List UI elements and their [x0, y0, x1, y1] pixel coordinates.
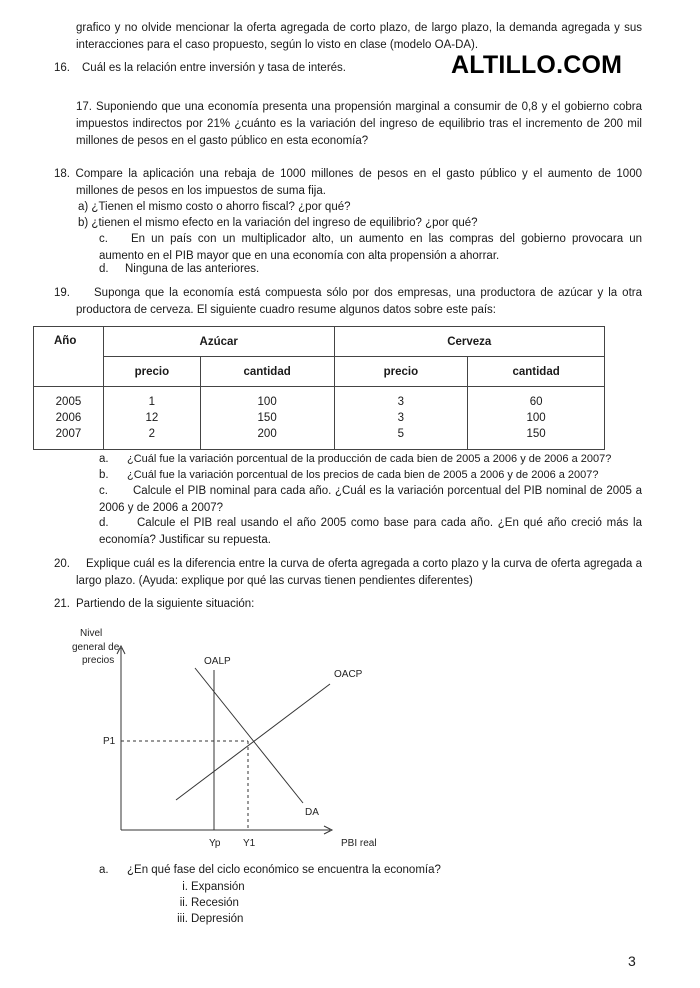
table-cell: 2007: [55, 428, 82, 440]
table-subheader: precio: [334, 357, 468, 387]
question-21-number: 21.: [54, 598, 70, 610]
table-cell-azucar-precio: [103, 387, 200, 450]
question-21-a-text: ¿En qué fase del ciclo económico se encuentra la economía?: [127, 864, 441, 876]
question-20-number: 20.: [54, 558, 70, 570]
table-subheader: precio: [103, 357, 200, 387]
graph-y-axis-arrow: [117, 646, 125, 654]
graph-oalp-label: OALP: [204, 656, 231, 667]
question-20: [54, 556, 642, 590]
question-19-b-label: b.: [99, 469, 109, 481]
question-19-d-text: Calcule el PIB real usando el año 2005 como base para cada año. ¿En qué año creció más la economía? Justificar su repuesta.: [99, 517, 642, 546]
table-header-cerveza: Cerveza: [334, 327, 605, 357]
oacp-curve: [176, 684, 330, 800]
data-table: [33, 326, 605, 450]
table-cell: 5: [397, 428, 405, 440]
table-cell: 3: [397, 396, 405, 408]
table-cell: 1: [148, 396, 156, 408]
question-18-d-text: Ninguna de las anteriores.: [125, 263, 260, 275]
table-cell-cerveza-precio: [334, 387, 468, 450]
table-cell: 100: [526, 412, 546, 424]
question-19-b-text: ¿Cuál fue la variación porcentual de los precios de cada bien de 2005 a 2006 y de 2006 a 2007?: [127, 469, 599, 481]
table-header-year: Año: [34, 327, 104, 387]
question-18-c-label: c.: [99, 233, 108, 245]
option-list: [160, 879, 360, 929]
table-cell: 3: [397, 412, 405, 424]
graph-y-label-3: precios: [82, 655, 115, 666]
question-19-a-label: a.: [99, 453, 109, 465]
question-18: 18. Compare la aplicación una rebaja de 1000 millones de pesos en el gasto público y el aumento de 1000 millones de pesos en los impuestos de suma fija.: [54, 168, 642, 197]
question-19-text: Suponga que la economía está compuesta sólo por dos empresas, una productora de azúcar y la otra productora de cerveza. El siguiente cuadro resume algunos datos sobre este país:: [76, 287, 642, 316]
question-21-a-label: a.: [99, 864, 109, 876]
question-18-d-label: d.: [99, 263, 109, 275]
option-number: ii.: [179, 897, 188, 909]
question-16-number: 16.: [54, 62, 70, 74]
table-cell-azucar-cantidad: [200, 387, 334, 450]
question-18-c: [99, 231, 642, 265]
table-cell: 2005: [55, 396, 82, 408]
question-18-b: b) ¿tienen el mismo efecto en la variación del ingreso de equilibrio? ¿por qué?: [78, 217, 478, 229]
question-18-c-text: En un país con un multiplicador alto, un aumento en las compras del gobierno provocara un aumento en el PIB mayor que en una economía con alta propensión a ahorrar.: [99, 233, 642, 262]
option-text: Depresión: [191, 913, 244, 925]
option-text: Recesión: [191, 897, 239, 909]
table-subheader: cantidad: [468, 357, 605, 387]
graph-x-label: PBI real: [341, 838, 377, 849]
table-cell-years: [34, 387, 104, 450]
graph-yp-label: Yp: [209, 838, 221, 849]
question-19-d-label: d.: [99, 517, 109, 529]
table-cell: 60: [529, 396, 543, 408]
question-19-d: [99, 515, 642, 549]
table-cell: 150: [257, 412, 277, 424]
table-cell-cerveza-cantidad: [468, 387, 605, 450]
table-header-azucar: Azúcar: [103, 327, 334, 357]
table-cell: 2: [148, 428, 156, 440]
graph-p1-label: P1: [103, 736, 116, 747]
question-21-text: Partiendo de la siguiente situación:: [76, 598, 255, 610]
question-19-number: 19.: [54, 287, 70, 299]
da-curve: [195, 668, 303, 803]
graph-y-label-1: Nivel: [80, 628, 103, 639]
graph-oacp-label: OACP: [334, 669, 363, 680]
table-cell: 2006: [55, 412, 82, 424]
graph-x-axis-arrow: [324, 826, 332, 834]
question-19: [54, 285, 642, 319]
question-19-c: [99, 483, 642, 517]
option-number: iii.: [177, 913, 188, 925]
page-number: 3: [628, 953, 636, 969]
table-cell: 100: [257, 396, 277, 408]
table-cell: 200: [257, 428, 277, 440]
option-text: Expansión: [191, 881, 245, 893]
graph-y-label-2: general de: [72, 642, 120, 653]
graph-da-label: DA: [305, 807, 319, 818]
question-19-a-text: ¿Cuál fue la variación porcentual de la producción de cada bien de 2005 a 2006 y de 2006 a 2007?: [127, 453, 612, 465]
question-19-c-text: Calcule el PIB nominal para cada año. ¿Cuál es la variación porcentual del PIB nominal de 2005 a 2006 y de 2006 a 2007?: [99, 485, 642, 514]
question-20-text: Explique cuál es la diferencia entre la curva de oferta agregada a corto plazo y la curva de oferta agregada a largo plazo. (Ayuda: explique por qué las curvas tienen pendientes diferentes): [76, 558, 642, 587]
altillo-logo[interactable]: ALTILLO.COM: [451, 51, 623, 79]
question-16-text: Cuál es la relación entre inversión y tasa de interés.: [82, 62, 347, 74]
table-cell: 150: [526, 428, 546, 440]
table-cell: 12: [145, 412, 159, 424]
question-19-c-label: c.: [99, 485, 108, 497]
question-17: 17. Suponiendo que una economía presenta una propensión marginal a consumir de 0,8 y el gobierno cobra impuestos indirectos por 21% ¿cuánto es la variación del ingreso de equilibrio tras el incremento de 200 mil millones de pesos en el gasto público en esta economía?: [76, 101, 642, 147]
intro-paragraph: grafico y no olvide mencionar la oferta agregada de corto plazo, de largo plazo, la demanda agregada y sus interacciones para el caso propuesto, según lo visto en clase (modelo OA-DA).: [76, 22, 642, 51]
option-number: i.: [182, 881, 188, 893]
table-subheader: cantidad: [200, 357, 334, 387]
question-18-a: a) ¿Tienen el mismo costo o ahorro fiscal? ¿por qué?: [78, 201, 351, 213]
graph-y1-label: Y1: [243, 838, 256, 849]
